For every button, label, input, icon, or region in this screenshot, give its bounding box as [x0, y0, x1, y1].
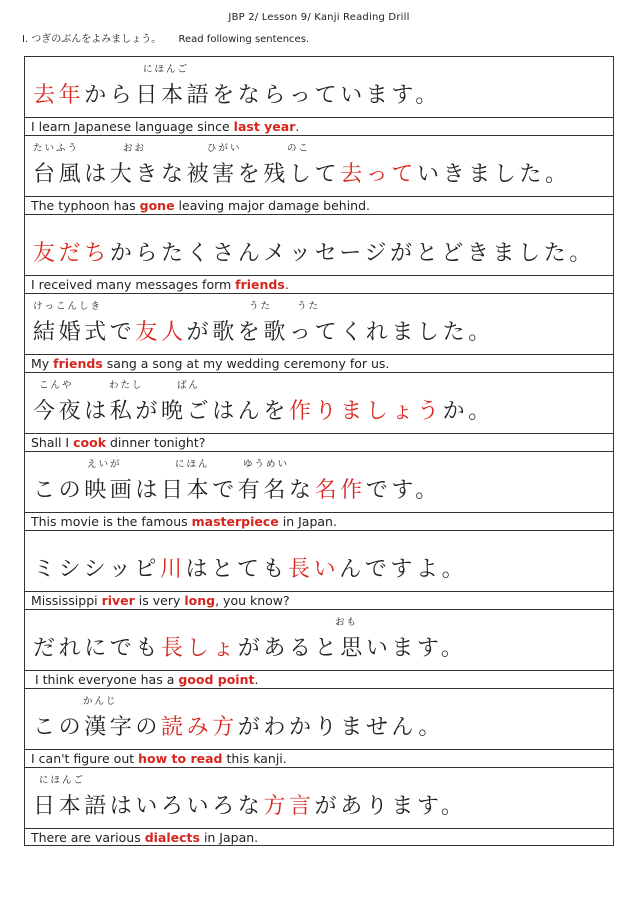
- japanese-sentence: [33, 476, 441, 506]
- drill-row: [25, 136, 613, 215]
- drill-row: [25, 689, 613, 768]
- sentence-text: 日本語はいろいろな: [33, 794, 264, 819]
- target-word: 作りましょう: [289, 399, 443, 424]
- drill-row: [25, 294, 613, 373]
- furigana-reading: えいが: [87, 459, 122, 470]
- english-translation: [31, 119, 299, 134]
- furigana-reading: にほんご: [39, 775, 86, 786]
- english-translation: [31, 751, 287, 766]
- target-word: 方言: [263, 794, 315, 819]
- target-word: 名作: [314, 478, 366, 503]
- drill-row: [25, 768, 613, 847]
- furigana-reading: にほんご: [143, 64, 190, 75]
- translation-text: sang a song at my wedding ceremony for us.: [102, 356, 390, 371]
- translation-text: The typhoon has: [31, 198, 140, 213]
- furigana-line: [25, 219, 613, 233]
- translation-text: .: [284, 277, 289, 292]
- target-translation: last year: [233, 119, 296, 134]
- furigana-line: [25, 535, 613, 549]
- furigana-reading: わたし: [109, 380, 144, 391]
- sentence-text: からたくさんメッセージがとどきました。: [109, 241, 595, 266]
- sentence-text: はとても: [185, 557, 289, 582]
- row-divider: [25, 749, 613, 750]
- target-word: 長い: [288, 557, 340, 582]
- target-translation: river: [101, 593, 135, 608]
- english-translation: [31, 593, 290, 608]
- translation-text: I learn Japanese language since: [31, 119, 234, 134]
- row-divider: [25, 828, 613, 829]
- target-translation: friends: [235, 277, 285, 292]
- furigana-reading: のこ: [287, 143, 311, 154]
- english-translation: [31, 830, 258, 845]
- furigana-reading: ひがい: [207, 143, 242, 154]
- furigana-line: [25, 140, 613, 154]
- furigana-reading: たいふう: [33, 143, 80, 154]
- translation-text: in Japan.: [278, 514, 337, 529]
- instruction-en: Read following sentences.: [178, 34, 310, 45]
- furigana-reading: おも: [335, 617, 359, 628]
- translation-text: This movie is the famous: [31, 514, 192, 529]
- english-translation: [31, 435, 205, 450]
- row-divider: [25, 196, 613, 197]
- translation-text: Shall I: [31, 435, 74, 450]
- sentence-text: があります。: [314, 794, 467, 819]
- target-translation: gone: [139, 198, 175, 213]
- target-translation: how to read: [138, 751, 223, 766]
- sentence-text: がわかりません。: [237, 715, 444, 740]
- translation-text: I think everyone has a: [35, 672, 179, 687]
- drill-row: [25, 531, 613, 610]
- drill-row: [25, 57, 613, 136]
- furigana-reading: かんじ: [83, 696, 118, 707]
- drill-row: [25, 215, 613, 294]
- furigana-line: [25, 772, 613, 786]
- sentence-text: いきました。: [417, 162, 571, 187]
- sentence-text: から日本語をならっています。: [84, 83, 441, 108]
- translation-text: .: [254, 672, 259, 687]
- sentence-text: 台風は大きな被害を残して: [33, 162, 341, 187]
- furigana-reading: うた: [249, 301, 273, 312]
- sentence-text: ミシシッピ: [33, 557, 161, 582]
- sentence-text: だれにでも: [33, 636, 162, 661]
- target-word: 去って: [340, 162, 418, 187]
- sentence-text: があると思います。: [237, 636, 467, 661]
- row-divider: [25, 591, 613, 592]
- instruction: [22, 30, 309, 45]
- english-translation: [31, 356, 389, 371]
- target-translation: dialects: [144, 830, 200, 845]
- furigana-reading: ばん: [177, 380, 201, 391]
- translation-text: in Japan.: [199, 830, 259, 845]
- furigana-reading: うた: [297, 301, 321, 312]
- japanese-sentence: [33, 160, 571, 190]
- furigana-reading: ゆうめい: [243, 459, 290, 470]
- row-divider: [25, 354, 613, 355]
- furigana-reading: けっこんしき: [33, 301, 103, 312]
- sentence-text: です。: [365, 478, 441, 503]
- row-divider: [25, 433, 613, 434]
- english-translation: [35, 672, 258, 687]
- english-translation: [31, 198, 370, 213]
- japanese-sentence: [33, 634, 466, 664]
- target-translation: friends: [53, 356, 103, 371]
- row-divider: [25, 117, 613, 118]
- translation-text: is very: [134, 593, 185, 608]
- japanese-sentence: [33, 81, 441, 111]
- furigana-line: [25, 298, 613, 312]
- row-divider: [25, 275, 613, 276]
- translation-text: I received many messages form: [31, 277, 236, 292]
- translation-text: , you know?: [215, 593, 290, 608]
- japanese-sentence: [33, 555, 467, 585]
- translation-text: My: [31, 356, 54, 371]
- furigana-line: [25, 693, 613, 707]
- target-word: 長しょ: [161, 636, 238, 661]
- japanese-sentence: [33, 318, 494, 348]
- translation-text: this kanji.: [222, 751, 287, 766]
- translation-text: .: [295, 119, 300, 134]
- japanese-sentence: [33, 239, 595, 269]
- row-divider: [25, 512, 613, 513]
- sentence-text: この映画は日本で有名な: [33, 478, 315, 503]
- translation-text: dinner tonight?: [106, 435, 206, 450]
- furigana-reading: おお: [123, 143, 147, 154]
- target-translation: long: [184, 593, 216, 608]
- target-translation: masterpiece: [191, 514, 279, 529]
- sentence-text: が歌を歌ってくれました。: [186, 320, 494, 345]
- japanese-sentence: [33, 792, 466, 822]
- target-word: 去年: [33, 83, 85, 108]
- japanese-sentence: [33, 397, 494, 427]
- furigana-line: [25, 61, 613, 75]
- translation-text: Mississippi: [31, 593, 102, 608]
- drill-table: [24, 56, 614, 846]
- furigana-line: [25, 614, 613, 628]
- sentence-text: か。: [442, 399, 494, 424]
- drill-row: [25, 452, 613, 531]
- row-divider: [25, 670, 613, 671]
- furigana-reading: こんや: [39, 380, 74, 391]
- sentence-text: この漢字の: [33, 715, 162, 740]
- target-translation: cook: [73, 435, 107, 450]
- drill-row: [25, 610, 613, 689]
- translation-text: There are various: [31, 830, 145, 845]
- target-word: 友人: [135, 320, 187, 345]
- english-translation: [31, 277, 289, 292]
- target-word: 読み方: [161, 715, 238, 740]
- english-translation: [31, 514, 337, 529]
- furigana-reading: にほん: [175, 459, 210, 470]
- target-word: 友だち: [33, 241, 110, 266]
- translation-text: I can't figure out: [31, 751, 139, 766]
- instruction-jp: Ⅰ. つぎのぶんをよみましょう。: [22, 34, 162, 45]
- furigana-line: [25, 456, 613, 470]
- page-header: JBP 2/ Lesson 9/ Kanji Reading Drill: [228, 12, 410, 23]
- target-word: 川: [160, 557, 186, 582]
- sentence-text: 結婚式で: [33, 320, 136, 345]
- translation-text: leaving major damage behind.: [174, 198, 371, 213]
- japanese-sentence: [33, 713, 444, 743]
- sentence-text: んですよ。: [339, 557, 468, 582]
- target-translation: good point: [178, 672, 255, 687]
- sentence-text: 今夜は私が晩ごはんを: [33, 399, 290, 424]
- drill-row: [25, 373, 613, 452]
- furigana-line: [25, 377, 613, 391]
